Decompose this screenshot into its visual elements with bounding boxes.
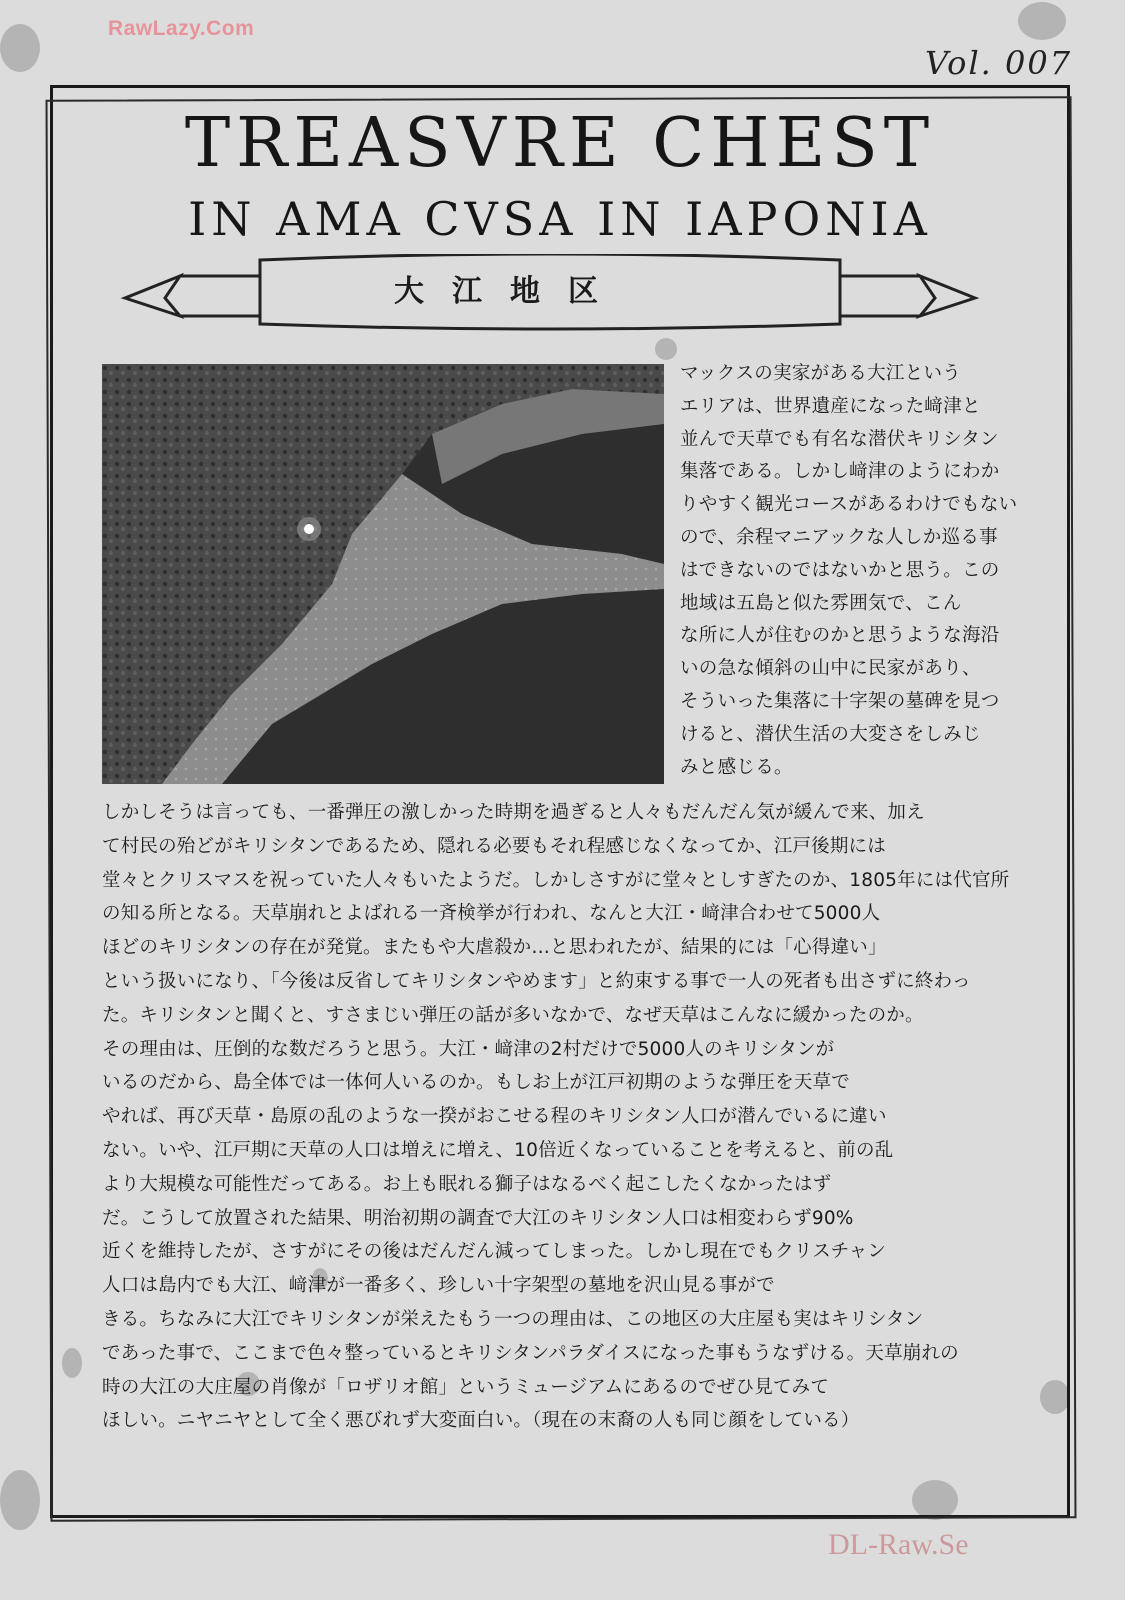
side-line: エリアは、世界遺産になった﨑津と: [680, 395, 981, 417]
body-line: て村民の殆どがキリシタンであるため、隠れる必要もそれ程感じなくなってか、江戸後期には: [102, 835, 886, 857]
body-line: の知る所となる。天草崩れとよばれる一斉検挙が行われ、なんと大江・﨑津合わせて5000人: [102, 903, 881, 925]
body-line: いるのだから、島全体では一体何人いるのか。もしお上が江戸初期のような弾圧を天草で: [102, 1072, 851, 1094]
side-line: 地域は五島と似た雰囲気で、こん: [680, 592, 962, 614]
page-subtitle: IN AMA CVSA IN IAPONIA: [188, 192, 932, 246]
side-line: 集落である。しかし﨑津のようにわか: [680, 461, 1000, 483]
side-paragraph: [680, 358, 1025, 784]
side-line: けると、潜伏生活の大変さをしみじ: [680, 723, 981, 745]
body-line: だ。こうして放置された結果、明治初期の調査で大江のキリシタン人口は相変わらず90%: [102, 1207, 854, 1229]
ribbon-label: 大江地区: [394, 274, 626, 309]
ink-stain: [1018, 2, 1066, 40]
body-line: であった事で、ここまで色々整っているとキリシタンパラダイスになった事もうなずける。天草崩れの: [102, 1342, 959, 1364]
body-line: きる。ちなみに大江でキリシタンが栄えたもう一つの理由は、この地区の大庄屋も実はキリシタン: [102, 1308, 924, 1330]
body-line: 堂々とクリスマスを祝っていた人々もいたようだ。しかしさすがに堂々としすぎたのか、1805年には代官所: [102, 869, 1010, 891]
side-line: 並んで天草でも有名な潜伏キリシタン: [680, 428, 999, 450]
page-title: TREASVRE CHEST: [184, 104, 936, 183]
side-line: いの急な傾斜の山中に民家があり、: [680, 658, 981, 680]
ink-stain: [0, 24, 40, 72]
body-line: その理由は、圧倒的な数だろうと思う。大江・﨑津の2村だけで5000人のキリシタンが: [102, 1038, 835, 1060]
side-line: ので、余程マニアックな人しか巡る事: [680, 526, 998, 548]
body-line: やれば、再び天草・島原の乱のような一揆がおこせる程のキリシタン人口が潜んでいるに違い: [102, 1106, 887, 1128]
coastline-photo: [102, 364, 664, 784]
body-line: という扱いになり、「今後は反省してキリシタンやめます」と約束する事で一人の死者も出さずに終わっ: [102, 970, 971, 992]
coastline-illustration: [102, 364, 664, 784]
body-line: より大規模な可能性だってある。お上も眠れる獅子はなるべく起こしたくなかったはず: [102, 1173, 832, 1195]
ink-stain: [0, 1470, 40, 1530]
side-line: そういった集落に十字架の墓碑を見つ: [680, 690, 1000, 712]
side-line: な所に人が住むのかと思うような海沿: [680, 625, 1000, 647]
side-line: マックスの実家がある大江という: [680, 363, 962, 384]
body-line: 時の大江の大庄屋の肖像が「ロザリオ館」というミュージアムにあるのでぜひ見てみて: [102, 1376, 830, 1398]
body-line: 近くを維持したが、さすがにその後はだんだん減ってしまった。しかし現在でもクリスチャン: [102, 1241, 887, 1263]
volume-label: Vol. 007: [925, 44, 1073, 82]
side-line: みと感じる。: [680, 756, 793, 778]
watermark-top: RawLazy.Com: [108, 17, 255, 40]
body-line: た。キリシタンと聞くと、すさまじい弾圧の話が多いなかで、なぜ天草はこんなに緩かったのか。: [102, 1004, 924, 1026]
body-line: ほどのキリシタンの存在が発覚。またもや大虐殺か…と思われたが、結果的には「心得違い」: [102, 937, 887, 959]
body-paragraph: [102, 796, 1032, 1438]
side-line: はできないのではないかと思う。この: [680, 559, 1000, 581]
body-line: しかしそうは言っても、一番弾圧の激しかった時期を過ぎると人々もだんだん気が緩んで来、加え: [102, 802, 925, 823]
watermark-bottom: DL-Raw.Se: [828, 1528, 969, 1561]
body-line: ほしい。ニヤニヤとして全く悪びれず大変面白い。（現在の末裔の人も同じ顔をしている）: [102, 1410, 860, 1432]
body-line: 人口は島内でも大江、﨑津が一番多く、珍しい十字架型の墓地を沢山見る事がで: [102, 1275, 775, 1297]
body-line: ない。いや、江戸期に天草の人口は増えに増え、10倍近くなっていることを考えると、前の乱: [102, 1139, 894, 1161]
side-line: りやすく観光コースがあるわけでもない: [680, 494, 1018, 516]
